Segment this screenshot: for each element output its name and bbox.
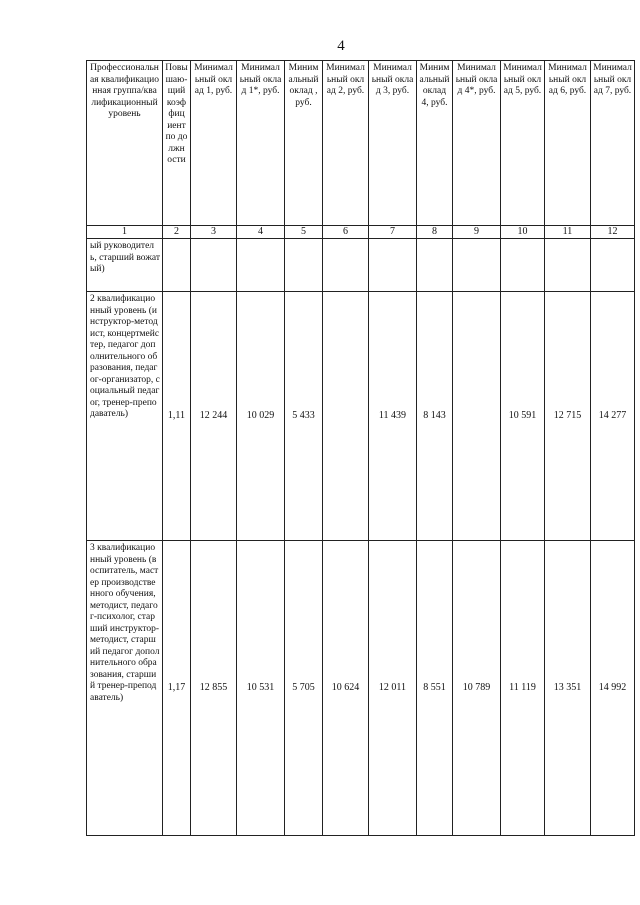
salary-table (86, 60, 635, 836)
column-number: 7 (369, 226, 417, 239)
table-cell: 5 433 (285, 292, 323, 541)
table-cell: 5 705 (285, 541, 323, 836)
table-cell: 14 277 (591, 292, 635, 541)
table-cell: 12 011 (369, 541, 417, 836)
table-cell (285, 239, 323, 292)
table-cell: 11 439 (369, 292, 417, 541)
header-cell: Минимальный оклад 4, руб. (417, 61, 453, 226)
header-cell: Минимальный оклад 3, руб. (369, 61, 417, 226)
qualification-level-name: 2 квалификационный уровень (инструктор-методист, концертмейстер, педагог дополнительного образования, педагог-организатор, социальный педагог, тренер-преподаватель) (87, 292, 163, 541)
header-cell: Минимальный оклад 6, руб. (545, 61, 591, 226)
table-cell (501, 239, 545, 292)
header-cell: Повышающий коэффициент по должности (163, 61, 191, 226)
table-cell (323, 292, 369, 541)
column-number: 2 (163, 226, 191, 239)
table-row (87, 292, 635, 541)
table-cell: 10 624 (323, 541, 369, 836)
table-cell: 11 119 (501, 541, 545, 836)
table-cell (453, 292, 501, 541)
table-cell: 8 551 (417, 541, 453, 836)
header-cell: Минимальный оклад 5, руб. (501, 61, 545, 226)
column-number: 5 (285, 226, 323, 239)
header-cell: Минимальный оклад , руб. (285, 61, 323, 226)
table-cell (369, 239, 417, 292)
column-number-row (87, 226, 635, 239)
header-cell: Профессиональная квалификационная группа/квалификационный уровень (87, 61, 163, 226)
column-number: 6 (323, 226, 369, 239)
page-number: 4 (337, 38, 345, 54)
column-number: 12 (591, 226, 635, 239)
qualification-level-name: 3 квалификационный уровень (воспитатель, мастер производственного обучения, методист, педагог-психолог, старший инструктор-методист, старший педагог дополнительного образования, старший тренер-преподаватель) (87, 541, 163, 836)
table-row (87, 239, 635, 292)
header-cell: Минимальный оклад 7, руб. (591, 61, 635, 226)
column-number: 8 (417, 226, 453, 239)
header-cell: Минимальный оклад 1, руб. (191, 61, 237, 226)
column-number: 3 (191, 226, 237, 239)
column-number: 11 (545, 226, 591, 239)
table-cell: 12 244 (191, 292, 237, 541)
table-cell: 10 531 (237, 541, 285, 836)
header-cell: Минимальный оклад 1*, руб. (237, 61, 285, 226)
table-cell: 12 715 (545, 292, 591, 541)
table-cell: 13 351 (545, 541, 591, 836)
qualification-level-name: ый руководитель, старший вожатый) (87, 239, 163, 292)
table-cell: 1,17 (163, 541, 191, 836)
table-header-row (87, 61, 635, 226)
table-cell (545, 239, 591, 292)
column-number: 9 (453, 226, 501, 239)
table-cell (591, 239, 635, 292)
table-cell: 10 591 (501, 292, 545, 541)
table-cell (191, 239, 237, 292)
header-cell: Минимальный оклад 4*, руб. (453, 61, 501, 226)
table-cell (237, 239, 285, 292)
column-number: 4 (237, 226, 285, 239)
table-cell (163, 239, 191, 292)
table-cell: 1,11 (163, 292, 191, 541)
header-cell: Минимальный оклад 2, руб. (323, 61, 369, 226)
table-row (87, 541, 635, 836)
table-cell: 10 029 (237, 292, 285, 541)
table-cell (323, 239, 369, 292)
table-cell: 10 789 (453, 541, 501, 836)
column-number: 10 (501, 226, 545, 239)
column-number: 1 (87, 226, 163, 239)
table-cell: 12 855 (191, 541, 237, 836)
table-cell: 8 143 (417, 292, 453, 541)
table-cell (417, 239, 453, 292)
table-cell: 14 992 (591, 541, 635, 836)
table-cell (453, 239, 501, 292)
